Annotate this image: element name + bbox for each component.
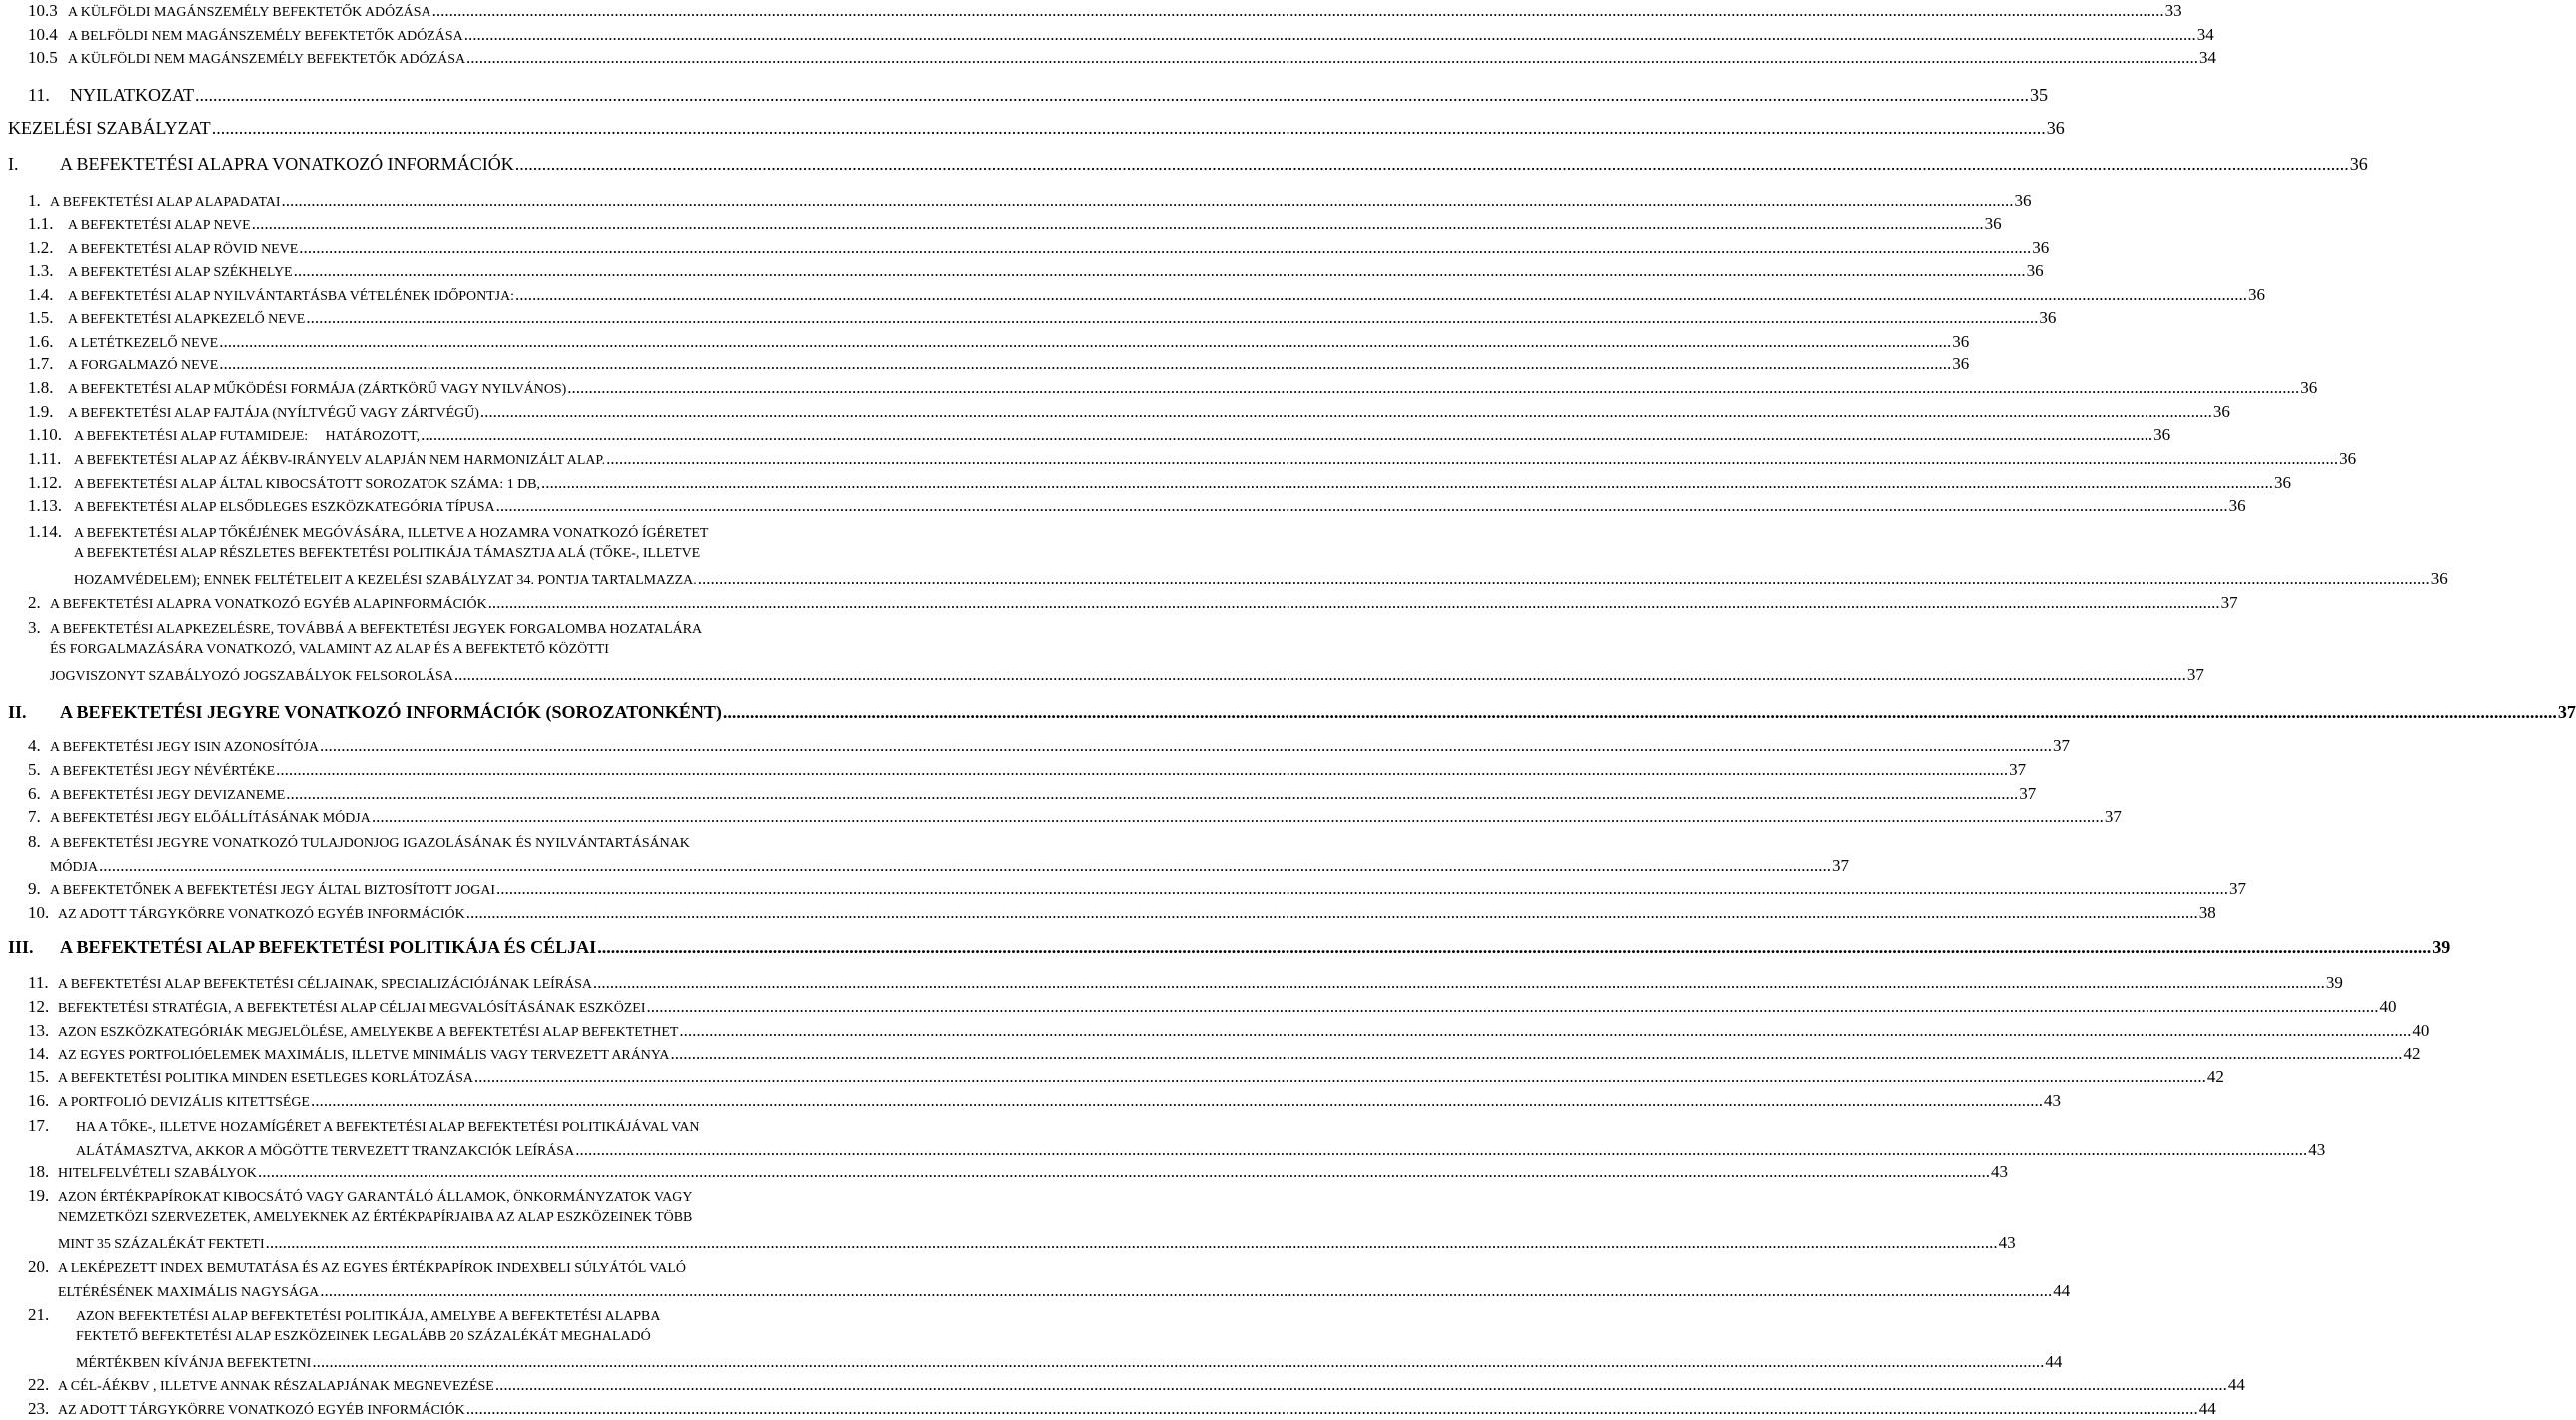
dot-leader [282, 192, 2014, 209]
toc-title: AZ EGYES PORTFOLIÓELEMEK MAXIMÁLIS, ILLETVE MINIMÁLIS VAGY TERVEZETT ARÁNYA [58, 1048, 670, 1064]
toc-number: 14. [28, 1044, 50, 1064]
toc-number: 1.6. [28, 332, 54, 352]
dot-leader [606, 450, 2338, 467]
dot-leader [496, 497, 2228, 514]
toc-title: A BEFEKTETÉSI ALAP RÉSZLETES BEFEKTETÉSI POLITIKÁJA TÁMASZTJA ALÁ (TŐKE-, ILLETVE [74, 546, 701, 562]
toc-line [28, 784, 2037, 804]
toc-number: 8. [28, 832, 41, 852]
toc-page-number: 37 [2557, 702, 2576, 723]
toc-line [28, 1162, 2008, 1182]
toc-page-number: 37 [2229, 879, 2247, 899]
dot-leader [276, 761, 2008, 778]
toc-title: ALÁTÁMASZTVA, AKKOR A MÖGÖTTE TERVEZETT TRANZAKCIÓK LEÍRÁSA [76, 1144, 575, 1160]
toc-page-number: 36 [2349, 154, 2368, 175]
toc-line [28, 378, 2318, 398]
toc-line [28, 25, 2214, 45]
toc-line [28, 973, 2343, 993]
toc-page-number: 34 [2199, 48, 2217, 68]
toc-number: 10.4 [28, 25, 58, 45]
toc-title: A LETÉTKEZELŐ NEVE [68, 336, 219, 352]
toc-number: 3. [28, 618, 41, 638]
dot-leader [474, 1068, 2206, 1085]
toc-title: A BEFEKTETÉSI ALAP RÖVID NEVE [68, 242, 299, 258]
dot-leader [679, 1022, 2411, 1039]
toc-title: A BEFEKTETÉSI JEGY ELŐÁLLÍTÁSÁNAK MÓDJA [50, 811, 371, 827]
toc-title: NYILATKOZAT [70, 85, 194, 106]
dot-leader [320, 1282, 2052, 1299]
toc-page-number: 36 [2014, 191, 2032, 211]
toc-page-number: 36 [1984, 214, 2002, 234]
toc-line [58, 1281, 2071, 1301]
dot-leader [311, 1092, 2043, 1109]
dot-leader [670, 1045, 2402, 1062]
toc-line [28, 425, 2171, 445]
toc-line [28, 355, 1970, 374]
toc-page-number: 36 [2248, 285, 2266, 305]
dot-leader [312, 1353, 2044, 1370]
dot-leader [567, 379, 2299, 396]
toc-page-number: 36 [2032, 238, 2050, 258]
toc-page-number: 44 [2227, 1375, 2245, 1395]
toc-number: 10.5 [28, 48, 58, 68]
toc-line [74, 569, 2448, 589]
toc-title: FEKTETŐ BEFEKTETÉSI ALAP ESZKÖZEINEK LEGALÁBB 20 SZÁZALÉKÁT MEGHALADÓ [76, 1329, 651, 1345]
toc-page-number: 37 [2009, 760, 2027, 780]
toc-title: A BEFEKTETÉSI ALAP FUTAMIDEJE: HATÁROZOTT, [74, 429, 421, 445]
dot-leader [515, 286, 2247, 303]
toc-page-number: 36 [2212, 402, 2230, 422]
toc-title: BEFEKTETÉSI STRATÉGIA, A BEFEKTETÉSI ALAP CÉLJAI MEGVALÓSÍTÁSÁNAK ESZKÖZEI [58, 1001, 646, 1017]
toc-title: AZON ESZKÖZKATEGÓRIÁK MEGJELÖLÉSE, AMELYEKBE A BEFEKTETÉSI ALAP BEFEKTETHET [58, 1025, 679, 1041]
toc-line [28, 1375, 2245, 1395]
toc-number: 17. [28, 1116, 50, 1136]
toc-line [28, 214, 2002, 234]
toc-line [76, 1352, 2063, 1372]
toc-number: 6. [28, 784, 41, 804]
toc-number: 21. [28, 1305, 50, 1325]
toc-title: A BEFEKTETÉSI JEGY DEVIZANEME [50, 788, 286, 804]
toc-title: HOZAMVÉDELEM); ENNEK FELTÉTELEIT A KEZELÉSI SZABÁLYZAT 34. PONTJA TARTALMAZZA. [74, 573, 697, 589]
toc-number: 20. [28, 1257, 50, 1277]
toc-title: A BEFEKTETŐNEK A BEFEKTETÉSI JEGY ÁLTAL BIZTOSÍTOTT JOGAI [50, 883, 496, 899]
dot-leader [466, 1400, 2198, 1417]
toc-title: A BEFEKTETÉSI ALAPKEZELÉSRE, TOVÁBBÁ A BEFEKTETÉSI JEGYEK FORGALOMBA HOZATALÁRA [50, 622, 703, 638]
dot-leader [421, 426, 2152, 443]
toc-line [28, 879, 2247, 899]
toc-number: I. [8, 154, 19, 175]
toc-number: 1. [28, 191, 41, 211]
toc-title: A BEFEKTETÉSI ALAP MŰKÖDÉSI FORMÁJA (ZÁRTKÖRŰ VAGY NYILVÁNOS) [68, 382, 567, 398]
dot-leader [466, 49, 2198, 66]
dot-leader [320, 737, 2052, 754]
toc-title: ELTÉRÉSÉNEK MAXIMÁLIS NAGYSÁGA [58, 1285, 320, 1301]
toc-page-number: 43 [2043, 1091, 2061, 1111]
toc-number: 1.14. [28, 522, 62, 542]
toc-page-number: 42 [2403, 1044, 2421, 1064]
dot-leader [432, 2, 2164, 19]
toc-number: 12. [28, 997, 50, 1017]
toc-title: A LEKÉPEZETT INDEX BEMUTATÁSA ÉS AZ EGYES ÉRTÉKPAPÍROK INDEXBELI SÚLYÁTÓL VALÓ [58, 1261, 686, 1277]
dot-leader [286, 785, 2018, 802]
dot-leader [195, 86, 2029, 104]
dot-leader [306, 309, 2038, 326]
toc-line [28, 48, 2217, 68]
toc-title: A BEFEKTETÉSI ALAP BEFEKTETÉSI CÉLJAINAK, SPECIALIZÁCIÓJÁNAK LEÍRÁSA [58, 977, 592, 993]
toc-title: A BEFEKTETÉSI ALAP FAJTÁJA (NYÍLTVÉGŰ VAGY ZÁRTVÉGŰ) [68, 406, 479, 422]
toc-number: 16. [28, 1091, 50, 1111]
toc-line [28, 903, 2216, 923]
dot-leader [488, 594, 2220, 611]
toc-page-number: 37 [1832, 856, 1850, 876]
toc-title: A BEFEKTETÉSI ALAP NYILVÁNTARTÁSBA VÉTELÉNEK IDŐPONTJA: [68, 289, 515, 305]
toc-line [28, 261, 2044, 281]
toc-line [8, 702, 2576, 723]
toc-number: 23. [28, 1399, 50, 1419]
dot-leader [698, 570, 2430, 587]
toc-line [28, 807, 2122, 827]
dot-leader [723, 703, 2557, 721]
toc-line-continued [58, 1211, 692, 1225]
toc-title: HA A TŐKE-, ILLETVE HOZAMÍGÉRET A BEFEKTETÉSI ALAP BEFEKTETÉSI POLITIKÁJÁVAL VAN [76, 1120, 700, 1136]
toc-page-number: 36 [2300, 378, 2318, 398]
dot-leader [593, 974, 2325, 991]
toc-title: AZON ÉRTÉKPAPÍROKAT KIBOCSÁTÓ VAGY GARANTÁLÓ ÁLLAMOK, ÖNKORMÁNYZATOK VAGY [58, 1190, 693, 1206]
dot-leader [541, 474, 2273, 491]
toc-line-continued [50, 643, 609, 657]
toc-title: A BEFEKTETÉSI ALAP NEVE [68, 218, 251, 234]
dot-leader [212, 119, 2046, 137]
toc-line [28, 1067, 2224, 1087]
toc-title: A PORTFOLIÓ DEVIZÁLIS KITETTSÉGE [58, 1095, 310, 1111]
toc-line [8, 118, 2065, 139]
toc-line-continued [28, 1258, 686, 1276]
toc-title: AZ ADOTT TÁRGYKÖRRE VONATKOZÓ EGYÉB INFORMÁCIÓK [58, 1403, 465, 1419]
toc-page-number: 42 [2206, 1067, 2224, 1087]
toc-line [28, 238, 2050, 258]
dot-leader [252, 215, 1984, 232]
toc-number: 1.5. [28, 308, 54, 328]
toc-title: A BEFEKTETÉSI ALAP ALAPADATAI [50, 195, 281, 211]
toc-page-number: 43 [1998, 1233, 2016, 1253]
toc-page-number: 36 [2026, 261, 2044, 281]
toc-number: 19. [28, 1186, 50, 1206]
toc-line [76, 1140, 2326, 1160]
toc-title: A KÜLFÖLDI NEM MAGÁNSZEMÉLY BEFEKTETŐK ADÓZÁSA [68, 52, 466, 68]
toc-title: A BEFEKTETÉSI JEGY ISIN AZONOSÍTÓJA [50, 740, 319, 756]
dot-leader [294, 262, 2026, 279]
toc-page-number: 36 [2228, 496, 2246, 516]
toc-line [28, 1021, 2430, 1041]
toc-number: 1.3. [28, 261, 54, 281]
dot-leader [299, 239, 2031, 256]
toc-title: A BEFEKTETÉSI ALAP AZ ÁÉKBV-IRÁNYELV ALAPJÁN NEM HARMONIZÁLT ALAP. [74, 453, 606, 469]
toc-title: A BEFEKTETÉSI ALAP SZÉKHELYE [68, 265, 293, 281]
toc-line [28, 332, 1970, 352]
toc-title: MÉRTÉKBEN KÍVÁNJA BEFEKTETNI [76, 1356, 312, 1372]
toc-page-number: 37 [2052, 736, 2070, 756]
toc-page-number: 40 [2412, 1021, 2430, 1041]
toc-title: NEMZETKÖZI SZERVEZETEK, AMELYEKNEK AZ ÉRTÉKPAPÍRJAIBA AZ ALAP ESZKÖZEINEK TÖBB [58, 1210, 693, 1226]
toc-title: A BEFEKTETÉSI JEGYRE VONATKOZÓ INFORMÁCIÓK (SOROZATONKÉNT) [60, 702, 722, 723]
toc-title: A BEFEKTETÉSI JEGY NÉVÉRTÉKE [50, 764, 276, 780]
toc-title: MINT 35 SZÁZALÉKÁT FEKTETI [58, 1237, 265, 1253]
toc-number: 13. [28, 1021, 50, 1041]
toc-page-number: 39 [2325, 973, 2343, 993]
toc-page-number: 34 [2196, 25, 2214, 45]
toc-number: III. [8, 937, 34, 958]
toc-title: A BEFEKTETÉSI ALAP ELSŐDLEGES ESZKÖZKATEGÓRIA TÍPUSA [74, 500, 495, 516]
toc-number: 15. [28, 1067, 50, 1087]
toc-line [28, 1399, 2216, 1419]
dot-leader [219, 333, 1951, 350]
toc-title: A BEFEKTETÉSI ALAP TŐKÉJÉNEK MEGÓVÁSÁRA, ILLETVE A HOZAMRA VONATKOZÓ ÍGÉRETET [74, 526, 709, 542]
dot-leader [495, 1376, 2227, 1393]
toc-line-continued [76, 1330, 651, 1344]
toc-page-number: 35 [2029, 85, 2048, 106]
toc-title: A BEFEKTETÉSI ALAPRA VONATKOZÓ EGYÉB ALAPINFORMÁCIÓK [50, 597, 487, 613]
dot-leader [646, 998, 2378, 1015]
toc-line [28, 1, 2182, 21]
toc-page-number: 38 [2198, 903, 2216, 923]
toc-line [28, 736, 2070, 756]
toc-line [8, 154, 2368, 175]
toc-line [28, 473, 2291, 493]
toc-title: A KÜLFÖLDI MAGÁNSZEMÉLY BEFEKTETŐK ADÓZÁSA [68, 5, 431, 21]
toc-line-continued [28, 1187, 692, 1205]
toc-line [58, 1233, 2016, 1253]
toc-title: A BEFEKTETÉSI ALAP BEFEKTETÉSI POLITIKÁJA ÉS CÉLJAI [60, 937, 597, 958]
toc-page-number: 36 [1952, 332, 1970, 352]
toc-line-continued [28, 833, 690, 851]
toc-line [28, 308, 2057, 328]
toc-line [28, 449, 2357, 469]
toc-number: 9. [28, 879, 41, 899]
toc-title: JOGVISZONYT SZABÁLYOZÓ JOGSZABÁLYOK FELSOROLÁSA [50, 669, 453, 685]
toc-page-number: 33 [2164, 1, 2182, 21]
toc-number: 1.2. [28, 238, 54, 258]
toc-page-number: 37 [2104, 807, 2122, 827]
toc-page-number: 36 [1952, 355, 1970, 374]
toc-line [28, 760, 2027, 780]
toc-page-number: 44 [2198, 1399, 2216, 1419]
toc-number: 1.7. [28, 355, 54, 374]
toc-page-number: 36 [2039, 308, 2057, 328]
toc-title: ÉS FORGALMAZÁSÁRA VONATKOZÓ, VALAMINT AZ ALAP ÉS A BEFEKTETŐ KÖZÖTTI [50, 642, 609, 658]
dot-leader [372, 808, 2104, 825]
toc-number: 1.12. [28, 473, 62, 493]
toc-title: AZ ADOTT TÁRGYKÖRRE VONATKOZÓ EGYÉB INFORMÁCIÓK [58, 907, 465, 923]
toc-line-continued [28, 1306, 660, 1324]
toc-number: II. [8, 702, 27, 723]
toc-page-number: 39 [2432, 937, 2451, 958]
dot-leader [466, 904, 2198, 921]
toc-line-continued [74, 547, 700, 561]
dot-leader [597, 938, 2431, 956]
dot-leader [99, 857, 1831, 874]
toc-number: 11. [28, 85, 50, 106]
toc-page-number: 36 [2046, 118, 2065, 139]
toc-title: A BEFEKTETÉSI JEGYRE VONATKOZÓ TULAJDONJOG IGAZOLÁSÁNAK ÉS NYILVÁNTARTÁSÁNAK [50, 836, 690, 852]
dot-leader [515, 155, 2349, 173]
toc-line-continued [28, 523, 708, 541]
toc-number: 2. [28, 593, 41, 613]
toc-number: 10.3 [28, 1, 58, 21]
toc-title: A CÉL-ÁÉKBV , ILLETVE ANNAK RÉSZALAPJÁNAK MEGNEVEZÉSE [58, 1379, 494, 1395]
toc-title: A BEFEKTETÉSI POLITIKA MINDEN ESETLEGES KORLÁTOZÁSA [58, 1071, 473, 1087]
toc-number: 1.9. [28, 402, 54, 422]
toc-line [28, 1091, 2061, 1111]
toc-number: 7. [28, 807, 41, 827]
toc-title: A BEFEKTETÉSI ALAPRA VONATKOZÓ INFORMÁCIÓK [60, 154, 514, 175]
toc-title: AZON BEFEKTETÉSI ALAP BEFEKTETÉSI POLITIKÁJA, AMELYBE A BEFEKTETÉSI ALAPBA [76, 1309, 661, 1325]
toc-title: A BELFÖLDI NEM MAGÁNSZEMÉLY BEFEKTETŐK ADÓZÁSA [68, 29, 463, 45]
toc-number: 4. [28, 736, 41, 756]
toc-page-number: 44 [2045, 1352, 2063, 1372]
toc-page-number: 44 [2053, 1281, 2071, 1301]
toc-page-number: 37 [2019, 784, 2037, 804]
dot-leader [575, 1141, 2307, 1158]
toc-number: 22. [28, 1375, 50, 1395]
toc-page-number: 43 [2308, 1140, 2326, 1160]
toc-line [28, 402, 2230, 422]
toc-page-number: 36 [2153, 425, 2171, 445]
toc-title: HITELFELVÉTELI SZABÁLYOK [58, 1166, 257, 1182]
toc-line-continued [28, 619, 702, 637]
toc-number: 5. [28, 760, 41, 780]
toc-number: 1.13. [28, 496, 62, 516]
toc-title: A BEFEKTETÉSI ALAPKEZELŐ NEVE [68, 312, 306, 328]
toc-page-number: 43 [1991, 1162, 2008, 1182]
toc-number: 11. [28, 973, 49, 993]
toc-number: 1.10. [28, 425, 62, 445]
toc-line [28, 285, 2266, 305]
toc-line [28, 593, 2238, 613]
toc-line [28, 85, 2048, 106]
toc-page-number: 37 [2220, 593, 2238, 613]
toc-number: 1.1. [28, 214, 54, 234]
toc-line [28, 1044, 2421, 1064]
toc-title: A FORGALMAZÓ NEVE [68, 358, 219, 374]
dot-leader [464, 26, 2196, 43]
toc-page-number: 36 [2430, 569, 2448, 589]
toc-page-number: 40 [2379, 997, 2397, 1017]
toc-line [50, 665, 2204, 685]
toc-number: 1.11. [28, 449, 62, 469]
toc-line [28, 191, 2032, 211]
dot-leader [258, 1163, 1990, 1180]
dot-leader [219, 355, 1951, 372]
toc-number: 1.4. [28, 285, 54, 305]
toc-number: 10. [28, 903, 50, 923]
toc-line [28, 997, 2397, 1017]
toc-title: MÓDJA [50, 860, 99, 876]
toc-page-number: 36 [2274, 473, 2291, 493]
dot-leader [496, 880, 2228, 897]
toc-line [8, 937, 2451, 958]
dot-leader [480, 403, 2212, 420]
toc-line [28, 496, 2246, 516]
toc-page-number: 37 [2186, 665, 2204, 685]
toc-line-continued [28, 1117, 699, 1135]
dot-leader [454, 666, 2186, 683]
toc-line [50, 856, 1850, 876]
toc-number: 1.8. [28, 378, 54, 398]
toc-number: 18. [28, 1162, 50, 1182]
toc-title: KEZELÉSI SZABÁLYZAT [8, 118, 211, 139]
toc-page-number: 36 [2339, 449, 2357, 469]
dot-leader [266, 1234, 1998, 1251]
toc-title: A BEFEKTETÉSI ALAP ÁLTAL KIBOCSÁTOTT SOROZATOK SZÁMA: 1 DB, [74, 477, 540, 493]
